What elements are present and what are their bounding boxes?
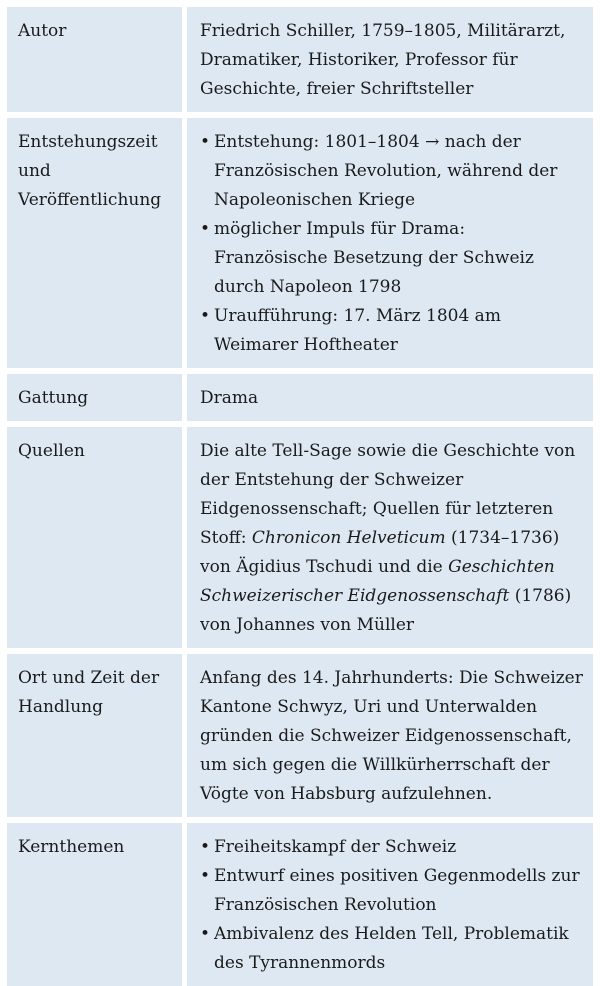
value-kernthemen	[187, 823, 593, 986]
info-table	[7, 7, 593, 986]
value-entstehung	[187, 118, 593, 368]
value-autor-text: Friedrich Schiller, 1759–1805, Militärarzt, Dramatiker, Historiker, Professor für Geschichte, freier Schriftsteller	[200, 21, 566, 99]
label-quellen: Quellen	[7, 427, 182, 648]
label-entstehung: Entstehungszeit und Veröffentlichung	[7, 118, 182, 368]
label-gattung: Gattung	[7, 374, 182, 421]
quellen-title-geschichten: Geschichten Schweizerischer Eidgenossenschaft	[200, 557, 555, 606]
value-quellen-text	[200, 437, 583, 640]
quellen-part: (1786) von Johannes von Müller	[200, 586, 572, 635]
quellen-title-chronicon: Chronicon Helveticum	[251, 528, 446, 548]
row-quellen	[7, 427, 593, 648]
row-autor	[7, 7, 593, 112]
row-ort-zeit	[7, 654, 593, 817]
list-item: • Ambivalenz des Helden Tell, Problematik des Tyrannenmords	[200, 920, 583, 978]
quellen-part: (1734–1736) von Ägidius Tschudi und die	[200, 528, 560, 577]
value-gattung	[187, 374, 593, 421]
row-kernthemen	[7, 823, 593, 986]
value-ort-zeit-text: Anfang des 14. Jahrhunderts: Die Schweizer Kantone Schwyz, Uri und Unterwalden gründen die Schweizer Eidgenossenschaft, um sich gegen die Willkürherrschaft der Vögte von Habsburg aufzulehnen.	[200, 668, 583, 804]
row-gattung	[7, 374, 593, 421]
list-item: • Entwurf eines positiven Gegenmodells zur Französischen Revolution	[200, 862, 583, 920]
entstehung-list	[200, 128, 583, 360]
kernthemen-list	[200, 833, 583, 978]
value-ort-zeit	[187, 654, 593, 817]
list-item: • möglicher Impuls für Drama: Französische Besetzung der Schweiz durch Napoleon 1798	[200, 215, 583, 302]
list-item: • Entstehung: 1801–1804 → nach der Französischen Revolution, während der Napoleonischen Kriege	[200, 128, 583, 215]
label-ort-zeit: Ort und Zeit der Handlung	[7, 654, 182, 817]
label-kernthemen: Kernthemen	[7, 823, 182, 986]
value-quellen	[187, 427, 593, 648]
list-item: • Freiheitskampf der Schweiz	[200, 833, 583, 862]
value-autor	[187, 7, 593, 112]
value-gattung-text: Drama	[200, 388, 259, 408]
quellen-part: Die alte Tell-Sage sowie die Geschichte von der Entstehung der Schweizer Eidgenossenschaft; Quellen für letzteren Stoff:	[200, 441, 576, 548]
row-entstehung	[7, 118, 593, 368]
list-item: • Uraufführung: 17. März 1804 am Weimarer Hoftheater	[200, 302, 583, 360]
label-autor: Autor	[7, 7, 182, 112]
